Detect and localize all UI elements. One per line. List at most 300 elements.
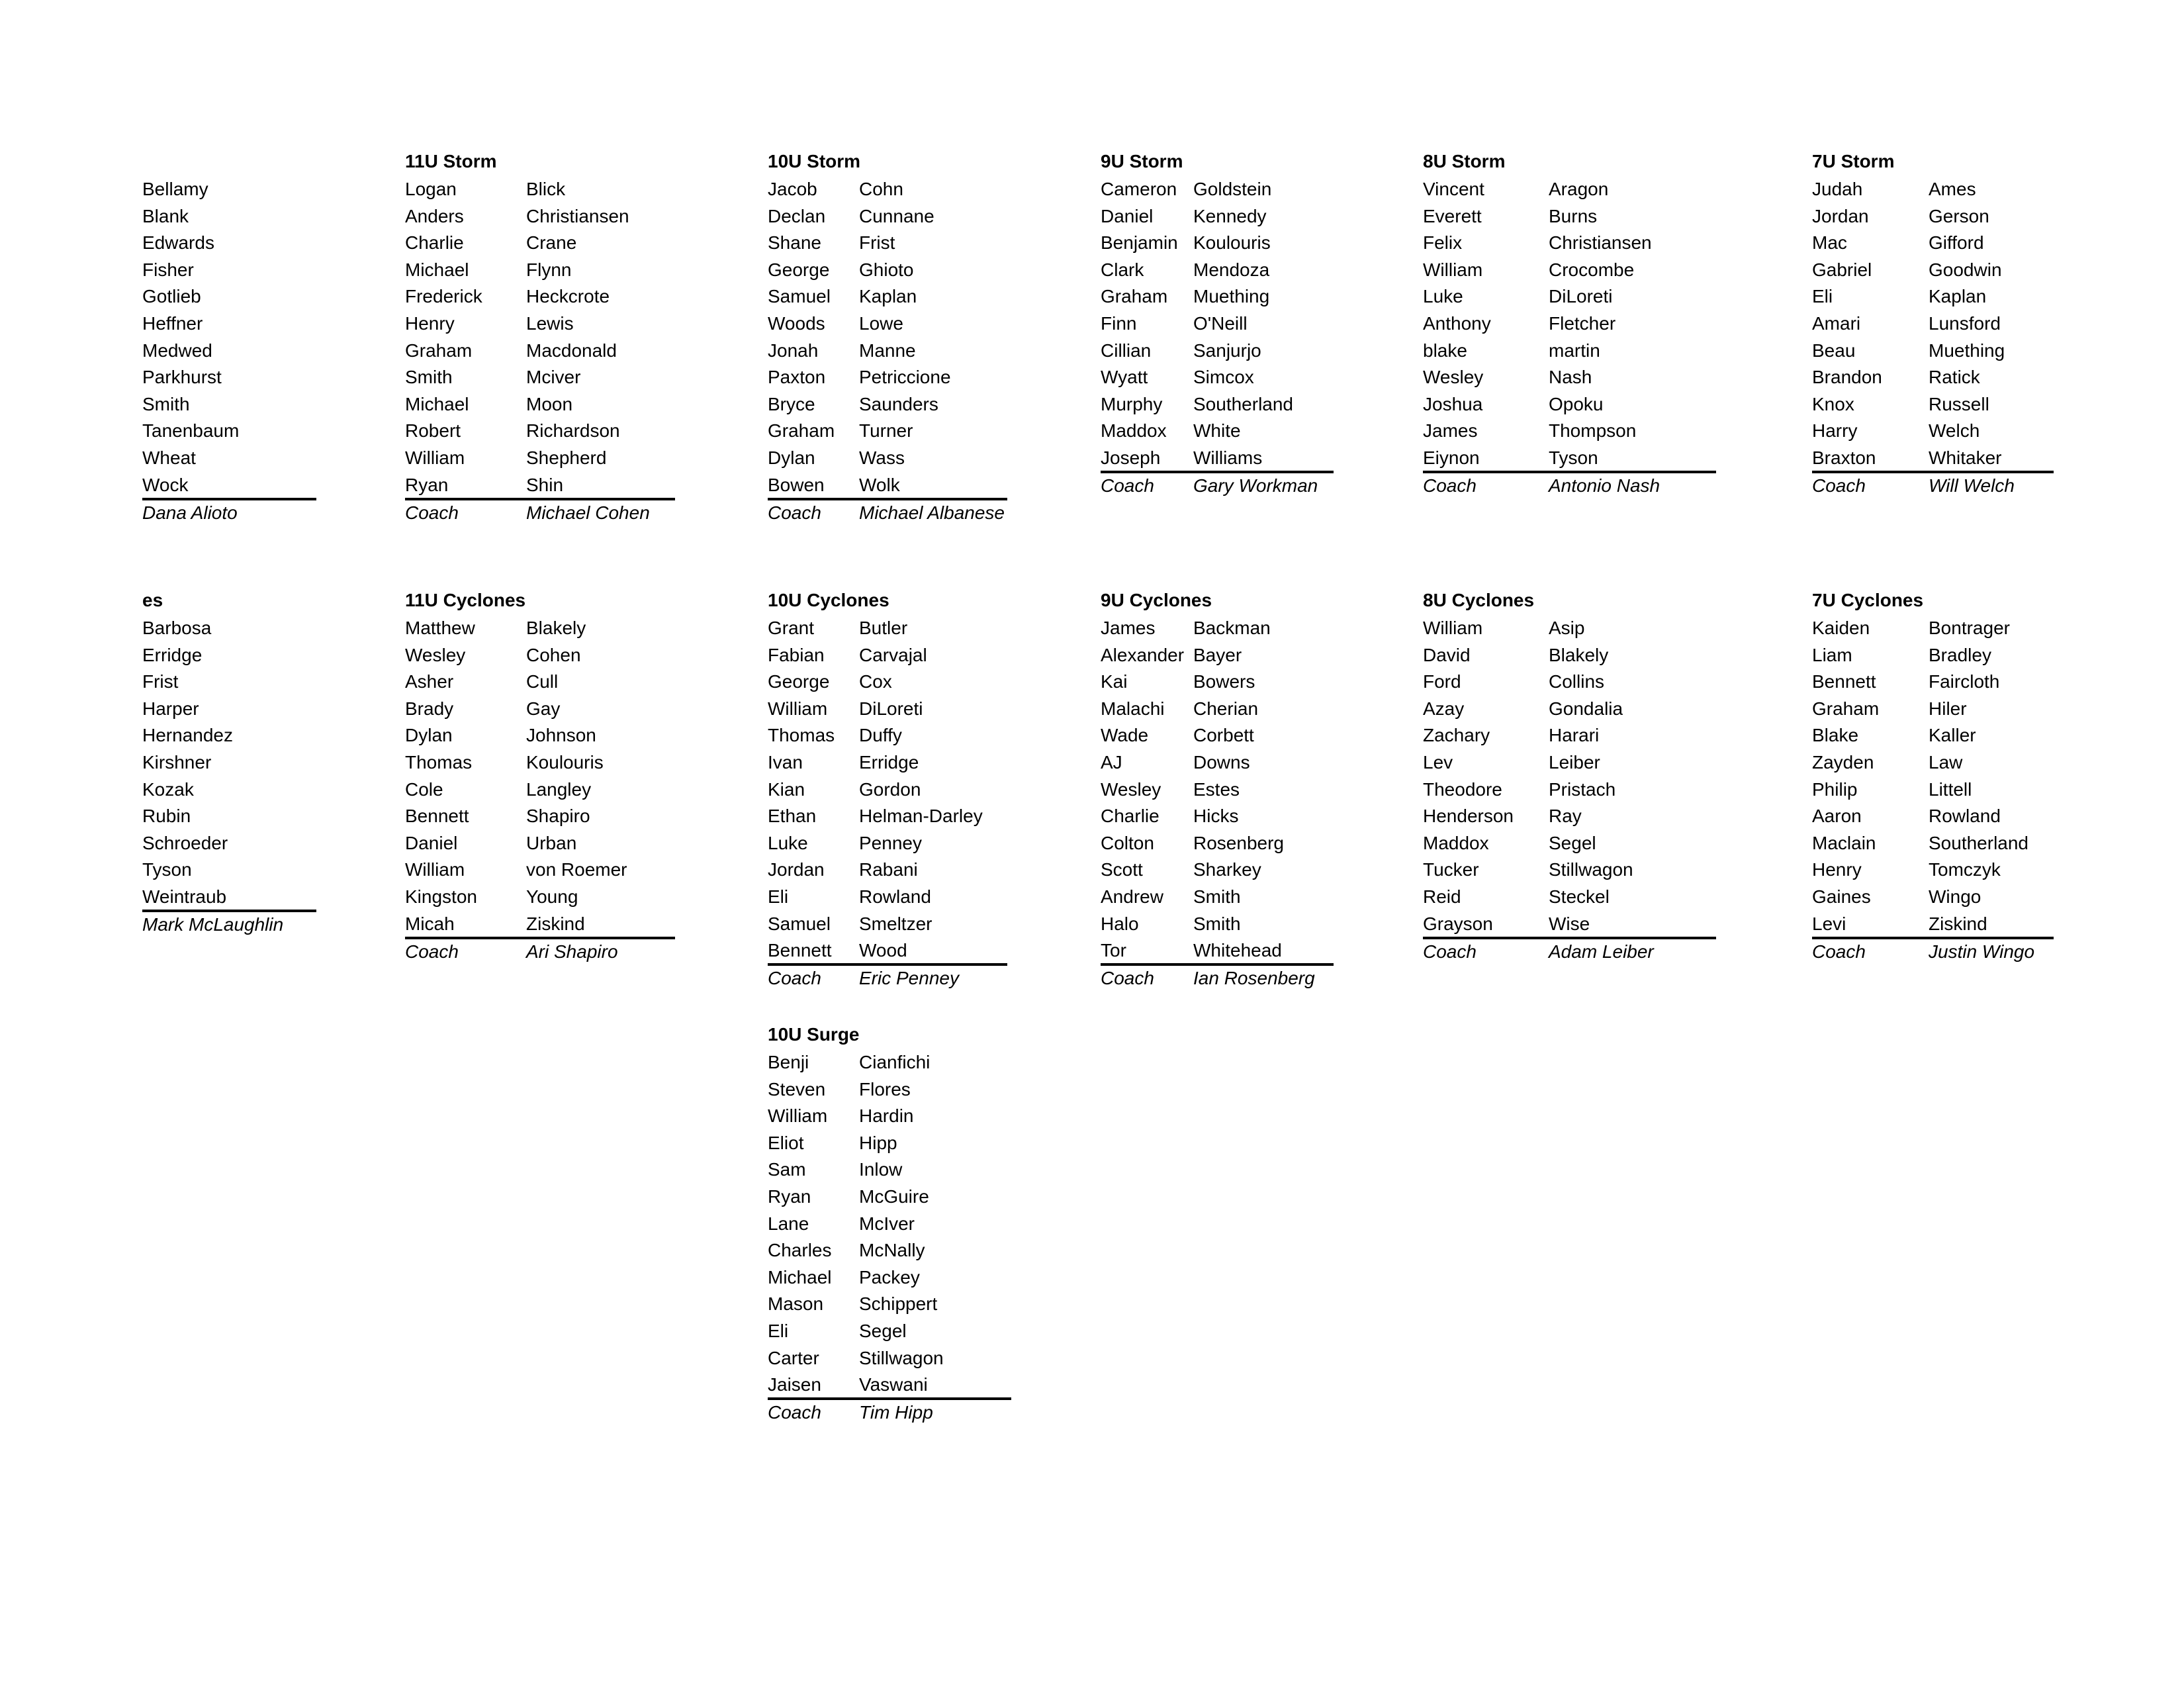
player-last-name: Segel — [1549, 832, 1596, 853]
player-last-name: Estes — [1193, 778, 1240, 800]
player-row — [1423, 314, 1716, 342]
player-first-name: Harry — [1812, 420, 1858, 442]
player-last-name: Blakely — [1549, 644, 1609, 665]
player-last-name: Ghioto — [859, 259, 914, 280]
player-row — [1101, 449, 1334, 471]
player-row — [1812, 422, 2054, 449]
player-first-name: Graham — [768, 420, 835, 442]
player-last-name: Crocombe — [1549, 259, 1635, 280]
player-first-name: Ryan — [768, 1186, 811, 1207]
player-first-name: Aaron — [1812, 806, 1862, 827]
player-first-name: Zayden — [1812, 751, 1874, 773]
player-row — [405, 422, 675, 449]
player-row — [142, 449, 316, 476]
player-first-name: Samuel — [768, 913, 831, 934]
player-last-name: Smith — [142, 393, 190, 414]
player-first-name: AJ — [1101, 751, 1122, 773]
player-row — [142, 753, 316, 780]
coach-label: Coach — [1423, 475, 1477, 496]
player-last-name: Bontrager — [1929, 618, 2010, 638]
player-last-name: Nash — [1549, 367, 1592, 388]
coach-row — [1423, 943, 1716, 969]
player-last-name: Whitaker — [1929, 447, 2002, 468]
team-name-header: 9U Cyclones — [1101, 590, 1212, 610]
player-last-name: Gerson — [1929, 205, 1989, 226]
player-row — [142, 619, 316, 646]
player-last-name: Wheat — [142, 447, 196, 468]
team-name-header: 8U Cyclones — [1423, 590, 1535, 610]
player-row — [1423, 342, 1716, 369]
player-row — [1812, 395, 2054, 422]
player-first-name: Frederick — [405, 286, 482, 307]
player-first-name: Kai — [1101, 671, 1128, 692]
player-last-name: Gifford — [1929, 232, 1984, 254]
player-first-name: Judah — [1812, 179, 1863, 199]
player-first-name: Ivan — [768, 751, 803, 773]
player-first-name: Eliot — [768, 1132, 804, 1153]
player-last-name: Hipp — [859, 1132, 897, 1153]
player-row — [142, 422, 316, 449]
player-first-name: Fabian — [768, 644, 825, 665]
player-last-name: Law — [1929, 751, 1963, 773]
player-last-name: Whitehead — [1193, 940, 1282, 961]
player-first-name: Alexander — [1101, 644, 1185, 665]
player-row — [1423, 726, 1716, 753]
player-row — [768, 287, 1007, 314]
player-row — [1423, 807, 1716, 834]
coach-row — [142, 504, 316, 530]
player-row — [1812, 888, 2054, 915]
player-last-name: Tomczyk — [1929, 859, 2001, 880]
coach-label: Coach — [405, 941, 459, 962]
coach-row — [405, 943, 675, 969]
player-row — [1101, 261, 1334, 288]
player-last-name: Rowland — [859, 886, 931, 907]
player-first-name: Dylan — [405, 725, 453, 746]
player-row — [405, 619, 675, 646]
coach-row — [768, 1403, 1011, 1430]
coach-label: Coach — [1101, 475, 1154, 496]
player-row — [142, 807, 316, 834]
player-last-name: Inlow — [859, 1159, 903, 1180]
player-list — [405, 619, 675, 939]
player-row — [768, 422, 1007, 449]
player-row — [1812, 726, 2054, 753]
player-first-name: James — [1423, 420, 1478, 442]
player-last-name: Blank — [142, 205, 189, 226]
player-list — [1101, 180, 1334, 473]
player-row — [768, 261, 1007, 288]
player-last-name: Turner — [859, 420, 913, 442]
player-last-name: Helman-Darley — [859, 806, 983, 827]
player-last-name: Kozak — [142, 778, 194, 800]
player-first-name: Ethan — [768, 806, 817, 827]
player-first-name: Eli — [768, 1320, 789, 1341]
coach-label: Coach — [768, 968, 821, 989]
player-row — [142, 888, 316, 910]
player-row — [768, 1134, 1011, 1161]
player-last-name: Hardin — [859, 1105, 914, 1127]
player-row — [1812, 861, 2054, 888]
coach-name: Tim Hipp — [859, 1402, 933, 1423]
player-last-name: Rosenberg — [1193, 832, 1284, 853]
player-first-name: Wesley — [1101, 778, 1161, 800]
coach-name: Michael Cohen — [526, 502, 650, 523]
player-last-name: Medwed — [142, 340, 212, 361]
player-last-name: Smith — [1193, 886, 1241, 907]
player-last-name: martin — [1549, 340, 1600, 361]
team-name-header: 8U Storm — [1423, 151, 1506, 171]
player-list — [1423, 180, 1716, 473]
player-first-name: Vincent — [1423, 179, 1484, 199]
player-last-name: Hiler — [1929, 698, 1967, 719]
player-last-name: Goodwin — [1929, 259, 2002, 280]
player-last-name: Johnson — [526, 725, 596, 746]
player-first-name: Grant — [768, 618, 815, 638]
player-row — [142, 834, 316, 861]
coach-row — [1101, 477, 1334, 503]
coach-row — [1812, 477, 2054, 503]
player-last-name: McIver — [859, 1213, 915, 1234]
player-last-name: Cox — [859, 671, 892, 692]
player-last-name: Corbett — [1193, 725, 1254, 746]
player-row — [405, 915, 675, 937]
player-row — [768, 834, 1007, 861]
player-row — [1812, 807, 2054, 834]
player-row — [768, 314, 1007, 342]
coach-label: Coach — [1812, 475, 1866, 496]
player-row — [768, 395, 1007, 422]
player-last-name: Schroeder — [142, 832, 228, 853]
player-last-name: Steckel — [1549, 886, 1610, 907]
player-last-name: Stillwagon — [859, 1347, 944, 1368]
roster-block-10u-storm — [768, 152, 1007, 530]
player-last-name: Christiansen — [526, 205, 629, 226]
coach-row — [1423, 477, 1716, 503]
player-row — [405, 726, 675, 753]
player-first-name: Maddox — [1423, 832, 1489, 853]
player-last-name: Williams — [1193, 447, 1263, 468]
player-first-name: blake — [1423, 340, 1467, 361]
player-row — [405, 234, 675, 261]
player-first-name: Steven — [768, 1078, 826, 1100]
player-last-name: Ratick — [1929, 367, 1980, 388]
player-row — [768, 234, 1007, 261]
player-last-name: Smeltzer — [859, 913, 933, 934]
player-first-name: Anthony — [1423, 312, 1491, 334]
coach-name: Ari Shapiro — [526, 941, 618, 962]
player-first-name: Brady — [405, 698, 454, 719]
player-row — [1812, 234, 2054, 261]
player-first-name: Bennett — [1812, 671, 1876, 692]
player-row — [1423, 753, 1716, 780]
player-row — [405, 861, 675, 888]
player-last-name: Shepherd — [526, 447, 607, 468]
player-last-name: Aragon — [1549, 179, 1609, 199]
coach-row — [768, 504, 1007, 530]
player-last-name: Carvajal — [859, 644, 927, 665]
player-row — [768, 368, 1007, 395]
player-first-name: Knox — [1812, 393, 1854, 414]
player-first-name: Carter — [768, 1347, 819, 1368]
player-row — [1101, 700, 1334, 727]
player-last-name: Blakely — [526, 618, 586, 638]
player-first-name: Scott — [1101, 859, 1143, 880]
player-row — [1101, 619, 1334, 646]
player-last-name: Vaswani — [859, 1374, 928, 1395]
player-last-name: Cohen — [526, 644, 581, 665]
team-name-header: 7U Storm — [1812, 151, 1895, 171]
player-first-name: Graham — [1812, 698, 1880, 719]
player-row — [1101, 314, 1334, 342]
player-last-name: Kaplan — [859, 286, 917, 307]
player-last-name: Heffner — [142, 312, 203, 334]
player-row — [405, 646, 675, 673]
player-row — [768, 1215, 1011, 1242]
player-row — [405, 673, 675, 700]
player-last-name: Mciver — [526, 367, 581, 388]
coach-name: Antonio Nash — [1549, 475, 1661, 496]
player-last-name: Wock — [142, 474, 189, 495]
coach-name: Michael Albanese — [859, 502, 1005, 523]
player-first-name: Gabriel — [1812, 259, 1872, 280]
player-last-name: Barbosa — [142, 618, 212, 638]
player-last-name: Collins — [1549, 671, 1605, 692]
player-first-name: Charlie — [405, 232, 464, 254]
roster-block-8u-storm — [1423, 152, 1716, 503]
player-first-name: Reid — [1423, 886, 1461, 907]
player-last-name: Manne — [859, 340, 916, 361]
player-row — [142, 476, 316, 498]
player-row — [405, 753, 675, 780]
player-row — [1812, 261, 2054, 288]
player-last-name: Rowland — [1929, 806, 2001, 827]
player-first-name: Everett — [1423, 205, 1482, 226]
coach-row — [1101, 969, 1334, 996]
player-last-name: Hicks — [1193, 806, 1239, 827]
player-row — [768, 1268, 1011, 1295]
player-first-name: Ford — [1423, 671, 1461, 692]
player-last-name: Tanenbaum — [142, 420, 240, 442]
player-first-name: Eli — [1812, 286, 1833, 307]
player-first-name: Benji — [768, 1052, 809, 1072]
player-first-name: Gaines — [1812, 886, 1871, 907]
player-list — [768, 180, 1007, 500]
player-first-name: Mason — [768, 1293, 824, 1315]
team-name-header: 11U Storm — [405, 151, 497, 171]
player-first-name: Graham — [1101, 286, 1168, 307]
player-first-name: Malachi — [1101, 698, 1165, 719]
coach-row — [142, 915, 316, 942]
player-row — [768, 861, 1007, 888]
player-last-name: Thompson — [1549, 420, 1637, 442]
player-first-name: Bennett — [405, 806, 469, 827]
player-row — [1101, 780, 1334, 808]
player-row — [405, 287, 675, 314]
player-last-name: Saunders — [859, 393, 938, 414]
player-last-name: Young — [526, 886, 578, 907]
roster-block-7u-cyclones — [1812, 591, 2054, 969]
player-row — [142, 726, 316, 753]
player-row — [768, 673, 1007, 700]
player-first-name: George — [768, 671, 830, 692]
player-row — [142, 780, 316, 808]
player-first-name: David — [1423, 644, 1471, 665]
player-last-name: Shin — [526, 474, 564, 495]
player-last-name: Mendoza — [1193, 259, 1270, 280]
player-row — [405, 449, 675, 476]
player-last-name: Christiansen — [1549, 232, 1652, 254]
team-name-header — [142, 152, 316, 180]
player-row — [1812, 207, 2054, 234]
player-last-name: Koulouris — [1193, 232, 1271, 254]
player-first-name: Henry — [1812, 859, 1862, 880]
player-last-name: Backman — [1193, 618, 1271, 638]
player-first-name: Matthew — [405, 618, 475, 638]
player-first-name: Shane — [768, 232, 821, 254]
player-last-name: McNally — [859, 1240, 925, 1261]
player-first-name: William — [1423, 618, 1483, 638]
player-last-name: Asip — [1549, 618, 1585, 638]
player-list — [1101, 619, 1334, 966]
player-last-name: Kirshner — [142, 751, 212, 773]
player-row — [1423, 287, 1716, 314]
player-first-name: James — [1101, 618, 1156, 638]
player-last-name: Heckcrote — [526, 286, 610, 307]
team-name-header: 11U Cyclones — [405, 590, 526, 610]
player-row — [1423, 422, 1716, 449]
player-first-name: Azay — [1423, 698, 1465, 719]
player-first-name: Blake — [1812, 725, 1859, 746]
player-row — [1423, 861, 1716, 888]
player-list — [142, 619, 316, 912]
player-first-name: William — [768, 698, 828, 719]
player-row — [1812, 915, 2054, 937]
player-last-name: Bellamy — [142, 179, 208, 199]
player-list — [1812, 180, 2054, 473]
player-last-name: Duffy — [859, 725, 902, 746]
player-first-name: Zachary — [1423, 725, 1490, 746]
player-first-name: Andrew — [1101, 886, 1163, 907]
player-first-name: Michael — [405, 393, 469, 414]
player-first-name: Kaiden — [1812, 618, 1870, 638]
coach-name: Will Welch — [1929, 475, 2015, 496]
player-row — [405, 207, 675, 234]
coach-label: Coach — [405, 502, 459, 523]
player-last-name: White — [1193, 420, 1241, 442]
player-first-name: Sam — [768, 1159, 806, 1180]
player-first-name: Tor — [1101, 940, 1126, 961]
player-first-name: Maddox — [1101, 420, 1167, 442]
player-row — [768, 476, 1007, 498]
player-row — [405, 780, 675, 808]
player-first-name: Thomas — [768, 725, 835, 746]
coach-name: Dana Alioto — [142, 502, 238, 523]
player-first-name: William — [405, 447, 465, 468]
player-first-name: Kian — [768, 778, 805, 800]
coach-name: Eric Penney — [859, 968, 959, 989]
player-last-name: Lewis — [526, 312, 574, 334]
player-row — [768, 780, 1007, 808]
player-first-name: Woods — [768, 312, 825, 334]
player-last-name: Kaplan — [1929, 286, 1987, 307]
player-first-name: Felix — [1423, 232, 1463, 254]
player-row — [1423, 915, 1716, 937]
player-row — [1812, 834, 2054, 861]
player-last-name: DiLoreti — [1549, 286, 1613, 307]
player-last-name: Frist — [859, 232, 895, 254]
player-last-name: Weintraub — [142, 886, 227, 907]
player-first-name: Ryan — [405, 474, 449, 495]
player-row — [768, 180, 1007, 207]
player-row — [1423, 449, 1716, 471]
coach-name: Gary Workman — [1193, 475, 1318, 496]
player-row — [1812, 700, 2054, 727]
player-first-name: Jordan — [1812, 205, 1869, 226]
player-last-name: Richardson — [526, 420, 620, 442]
team-name-header: 10U Cyclones — [768, 590, 889, 610]
player-last-name: Schippert — [859, 1293, 938, 1315]
player-first-name: Wade — [1101, 725, 1149, 746]
player-first-name: Paxton — [768, 367, 826, 388]
player-first-name: Lev — [1423, 751, 1453, 773]
player-list — [142, 180, 316, 500]
player-row — [1812, 368, 2054, 395]
coach-row — [1812, 943, 2054, 969]
player-row — [1101, 673, 1334, 700]
player-last-name: Rabani — [859, 859, 918, 880]
player-row — [1101, 342, 1334, 369]
player-last-name: Russell — [1929, 393, 1989, 414]
player-last-name: von Roemer — [526, 859, 627, 880]
player-first-name: Robert — [405, 420, 461, 442]
player-last-name: Harper — [142, 698, 199, 719]
player-row — [142, 700, 316, 727]
roster-block-clipped-cyclones-row — [142, 591, 316, 942]
player-list — [768, 619, 1007, 966]
player-first-name: Clark — [1101, 259, 1144, 280]
player-row — [1101, 941, 1334, 963]
player-last-name: Ray — [1549, 806, 1582, 827]
player-last-name: Bayer — [1193, 644, 1242, 665]
player-first-name: Tucker — [1423, 859, 1479, 880]
player-first-name: Cole — [405, 778, 443, 800]
player-last-name: Sanjurjo — [1193, 340, 1261, 361]
player-last-name: Macdonald — [526, 340, 617, 361]
player-row — [405, 180, 675, 207]
player-last-name: Wass — [859, 447, 905, 468]
player-row — [405, 261, 675, 288]
player-row — [1812, 673, 2054, 700]
player-first-name: Jacob — [768, 179, 817, 199]
player-last-name: Gordon — [859, 778, 921, 800]
player-first-name: Amari — [1812, 312, 1861, 334]
team-name-header: 10U Storm — [768, 151, 861, 171]
player-first-name: Wyatt — [1101, 367, 1148, 388]
player-last-name: Gondalia — [1549, 698, 1623, 719]
player-last-name: Burns — [1549, 205, 1598, 226]
team-name-header: 10U Surge — [768, 1024, 860, 1045]
player-row — [768, 449, 1007, 476]
player-row — [768, 941, 1007, 963]
player-last-name: Packey — [859, 1266, 920, 1288]
player-row — [768, 342, 1007, 369]
player-first-name: Beau — [1812, 340, 1856, 361]
player-last-name: Rubin — [142, 806, 191, 827]
player-first-name: Cillian — [1101, 340, 1152, 361]
player-first-name: Colton — [1101, 832, 1154, 853]
player-first-name: Thomas — [405, 751, 473, 773]
